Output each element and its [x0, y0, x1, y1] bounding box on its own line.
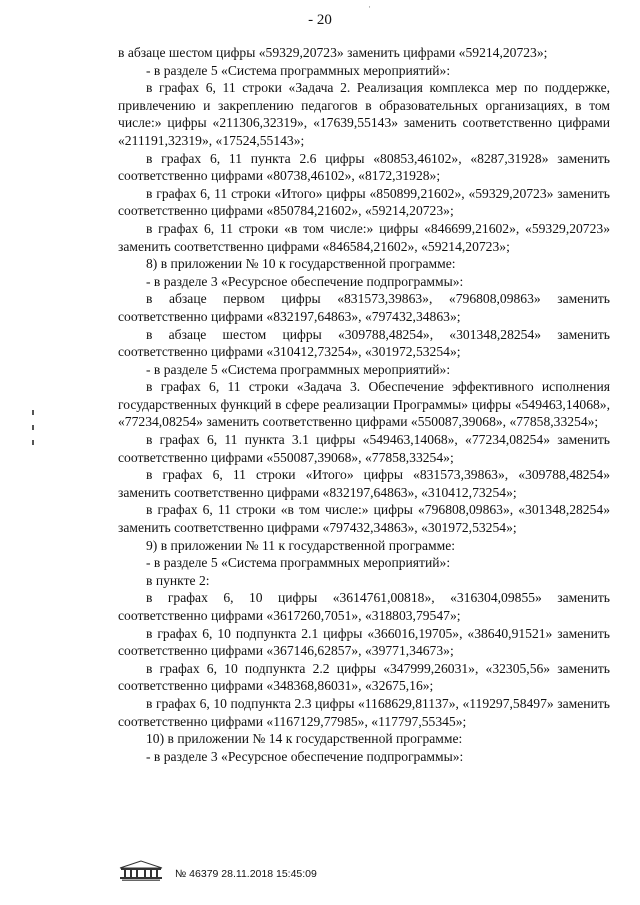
paragraph: в графах 6, 11 строки «Итого» цифры «831573,39863», «309788,48254» заменить соответственно цифрами «832197,64863», «310412,73254»; [118, 467, 610, 500]
paragraph: 8) в приложении № 10 к государственной программе: [146, 256, 456, 272]
paragraph: - в разделе 3 «Ресурсное обеспечение подпрограммы»: [146, 748, 464, 764]
paragraph: в пункте 2: [146, 572, 210, 588]
margin-marks [30, 400, 36, 455]
paragraph: в графах 6, 11 пункта 2.6 цифры «80853,46102», «8287,31928» заменить соответственно цифрами «80738,46102», «8172,31928»; [118, 150, 610, 184]
paragraph: 9) в приложении № 11 к государственной программе: [146, 537, 456, 553]
building-logo-icon [116, 860, 166, 882]
paragraph: в абзаце первом цифры «831573,39863», «796808,09863» заменить соответственно цифрами «832197,64863», «797432,34863»; [118, 291, 610, 324]
paragraph: в графах 6, 11 строки «Задача 2. Реализация комплекса мер по поддержке, привлечению и закреплению педагогов в образовательных организациях, в том числе:» цифры «211306,32319», «17639,55143» заменить соответственно цифрами «211191,32319», «17524,55143»; [118, 80, 610, 148]
paragraph: в абзаце шестом цифры «309788,48254», «301348,28254» заменить соответственно цифрами «310412,73254», «301972,53254»; [118, 326, 610, 360]
corner-mark: · [368, 2, 371, 12]
paragraph: - в разделе 5 «Система программных мероприятий»: [146, 62, 451, 78]
document-body [118, 44, 610, 765]
paragraph: - в разделе 5 «Система программных мероприятий»: [146, 361, 451, 377]
paragraph: в графах 6, 11 строки «Итого» цифры «850899,21602», «59329,20723» заменить соответственно цифрами «850784,21602», «59214,20723»; [118, 185, 610, 219]
paragraph: в графах 6, 11 пункта 3.1 цифры «549463,14068», «77234,08254» заменить соответственно цифрами «550087,39068», «77858,33254»; [118, 432, 610, 465]
page-number: - 20 [308, 12, 332, 28]
paragraph: в графах 6, 11 строки «в том числе:» цифры «846699,21602», «59329,20723» заменить соответственно цифрами «846584,21602», «59214,20723»; [118, 220, 610, 254]
document-registration-number: № 46379 28.11.2018 15:45:09 [175, 868, 317, 880]
paragraph: в графах 6, 10 подпункта 2.3 цифры «1168629,81137», «119297,58497» заменить соответственно цифрами «1167129,77985», «117797,55345»; [118, 695, 610, 729]
paragraph: в графах 6, 10 подпункта 2.1 цифры «366016,19705», «38640,91521» заменить соответственно цифрами «367146,62857», «39771,34673»; [118, 625, 610, 659]
paragraph: 10) в приложении № 14 к государственной программе: [146, 731, 463, 747]
paragraph: в графах 6, 11 строки «в том числе:» цифры «796808,09863», «301348,28254» заменить соответственно цифрами «797432,34863», «301972,53254»; [118, 502, 610, 536]
paragraph: - в разделе 5 «Система программных мероприятий»: [146, 555, 451, 571]
paragraph: в абзаце шестом цифры «59329,20723» заменить цифрами «59214,20723»; [118, 45, 548, 60]
paragraph: в графах 6, 10 цифры «3614761,00818», «316304,09855» заменить соответственно цифрами «3617260,7051», «318803,79547»; [118, 590, 610, 623]
paragraph: в графах 6, 10 подпункта 2.2 цифры «347999,26031», «32305,56» заменить соответственно цифрами «348368,86031», «32675,16»; [118, 660, 610, 694]
paragraph: - в разделе 3 «Ресурсное обеспечение подпрограммы»: [146, 273, 464, 289]
paragraph: в графах 6, 11 строки «Задача 3. Обеспечение эффективного исполнения государственных функций в сфере реализации Программы» цифры «549463,14068», «77234,08254» заменить соответственно цифрами «550087,39068», «77858,33254»; [118, 379, 610, 430]
